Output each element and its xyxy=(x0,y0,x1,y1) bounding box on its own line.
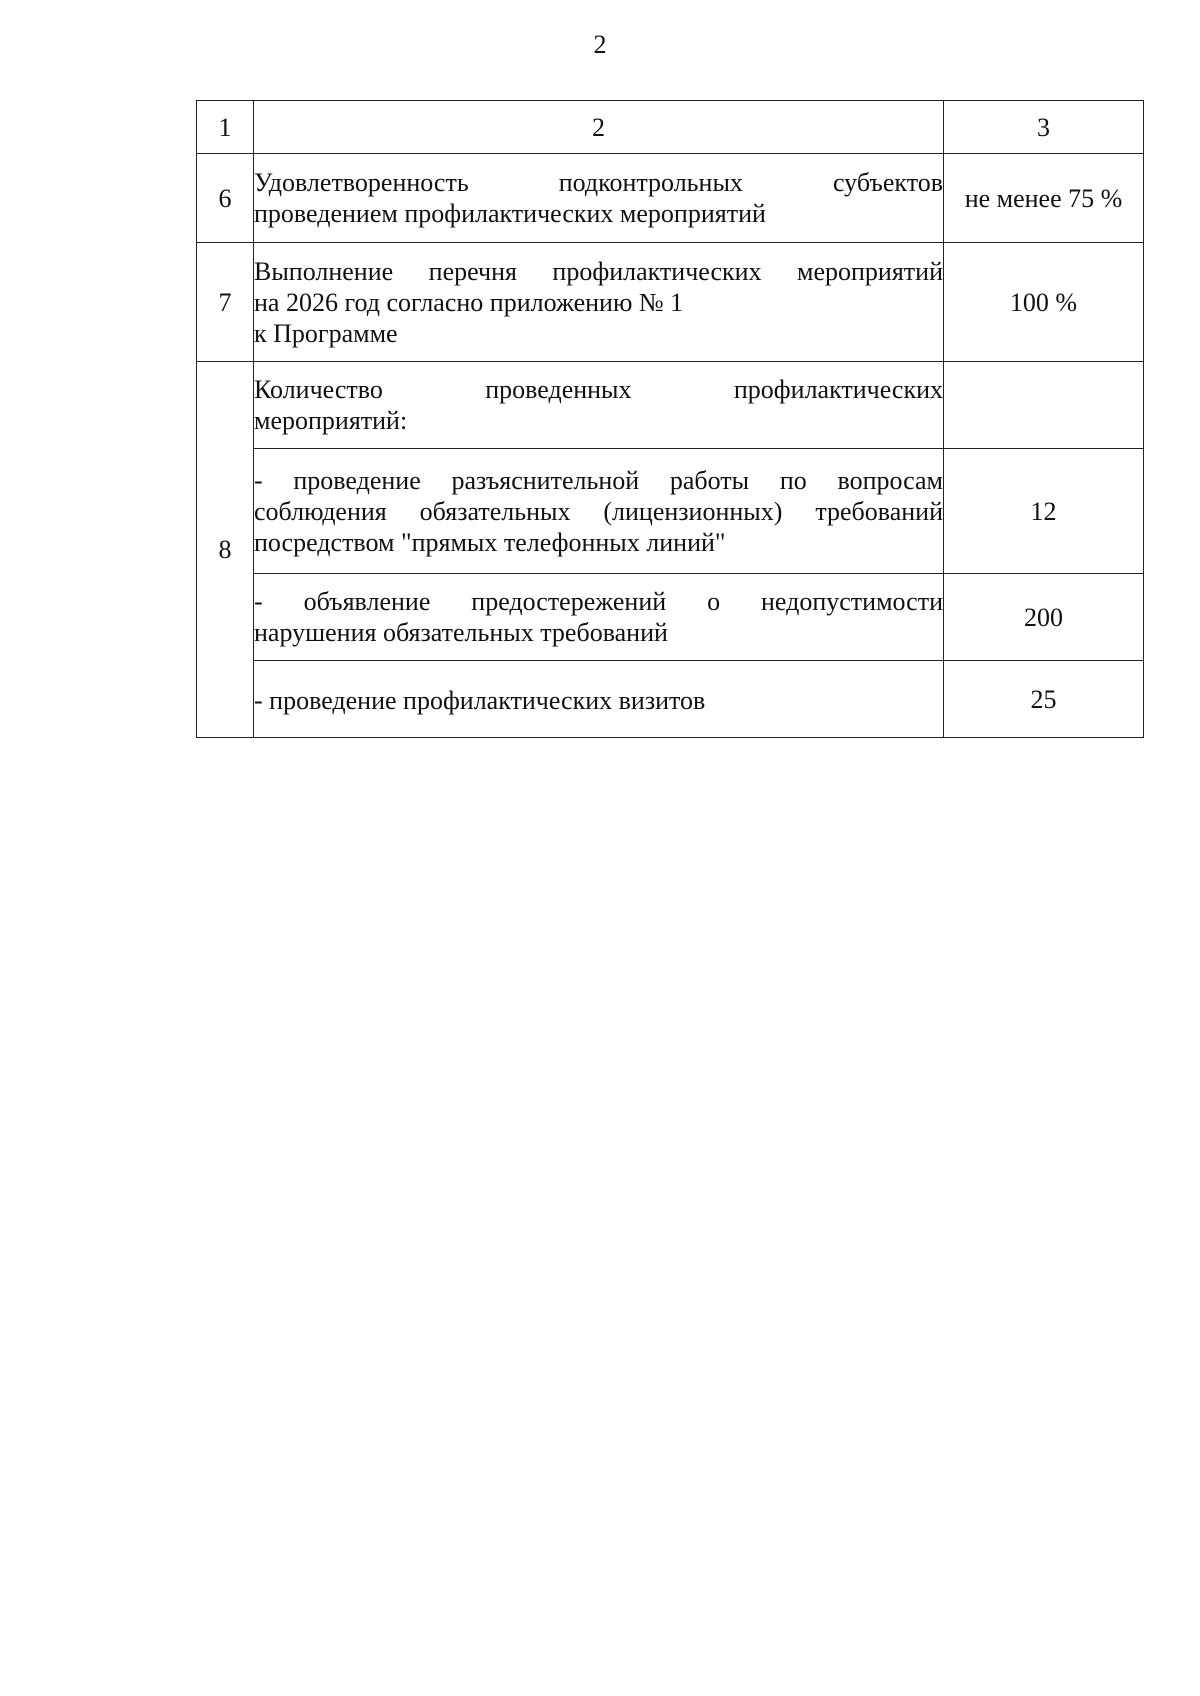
table-row xyxy=(197,362,1144,449)
page-number: 2 xyxy=(593,30,607,59)
description-line: проведением профилактических мероприятий xyxy=(254,199,766,228)
indicator-value: 12 xyxy=(944,449,1144,574)
description-line: Выполнение перечня профилактических мероприятий xyxy=(254,256,943,286)
description-line: на 2026 год согласно приложению № 1 xyxy=(254,287,684,317)
description-line: мероприятий: xyxy=(254,406,408,435)
indicator-description xyxy=(254,574,944,661)
indicator-description xyxy=(254,661,944,738)
description-line: Количество проведенных профилактических xyxy=(254,375,943,404)
table-subrow xyxy=(197,574,1144,661)
table-row xyxy=(197,154,1144,243)
column-number-1: 1 xyxy=(197,101,254,154)
column-number-3: 3 xyxy=(944,101,1144,154)
indicator-description xyxy=(254,449,944,574)
description-line: нарушения обязательных требований xyxy=(254,618,668,647)
indicator-value: 200 xyxy=(944,574,1144,661)
description-line: соблюдения обязательных (лицензионных) требований xyxy=(254,496,943,526)
description-line: Удовлетворенность подконтрольных субъектов xyxy=(254,168,943,197)
indicator-description xyxy=(254,154,944,243)
description-line: - проведение профилактических визитов xyxy=(254,685,706,715)
row-number: 8 xyxy=(197,362,254,738)
column-number-2: 2 xyxy=(254,101,944,154)
indicator-value: не менее 75 % xyxy=(944,154,1144,243)
description-line: - объявление предостережений о недопустимости xyxy=(254,587,943,616)
table-header-row xyxy=(197,101,1144,154)
table-row xyxy=(197,243,1144,362)
row-number: 7 xyxy=(197,243,254,362)
table-subrow xyxy=(197,449,1144,574)
description-line: к Программе xyxy=(254,318,398,348)
indicator-value: 25 xyxy=(944,661,1144,738)
indicator-description xyxy=(254,243,944,362)
indicator-description xyxy=(254,362,944,449)
indicator-value: 100 % xyxy=(944,243,1144,362)
description-line: посредством "прямых телефонных линий" xyxy=(254,527,726,557)
indicators-table xyxy=(196,100,1144,738)
table-subrow xyxy=(197,661,1144,738)
description-line: - проведение разъяснительной работы по вопросам xyxy=(254,465,943,495)
row-number: 6 xyxy=(197,154,254,243)
indicator-value xyxy=(944,362,1144,449)
